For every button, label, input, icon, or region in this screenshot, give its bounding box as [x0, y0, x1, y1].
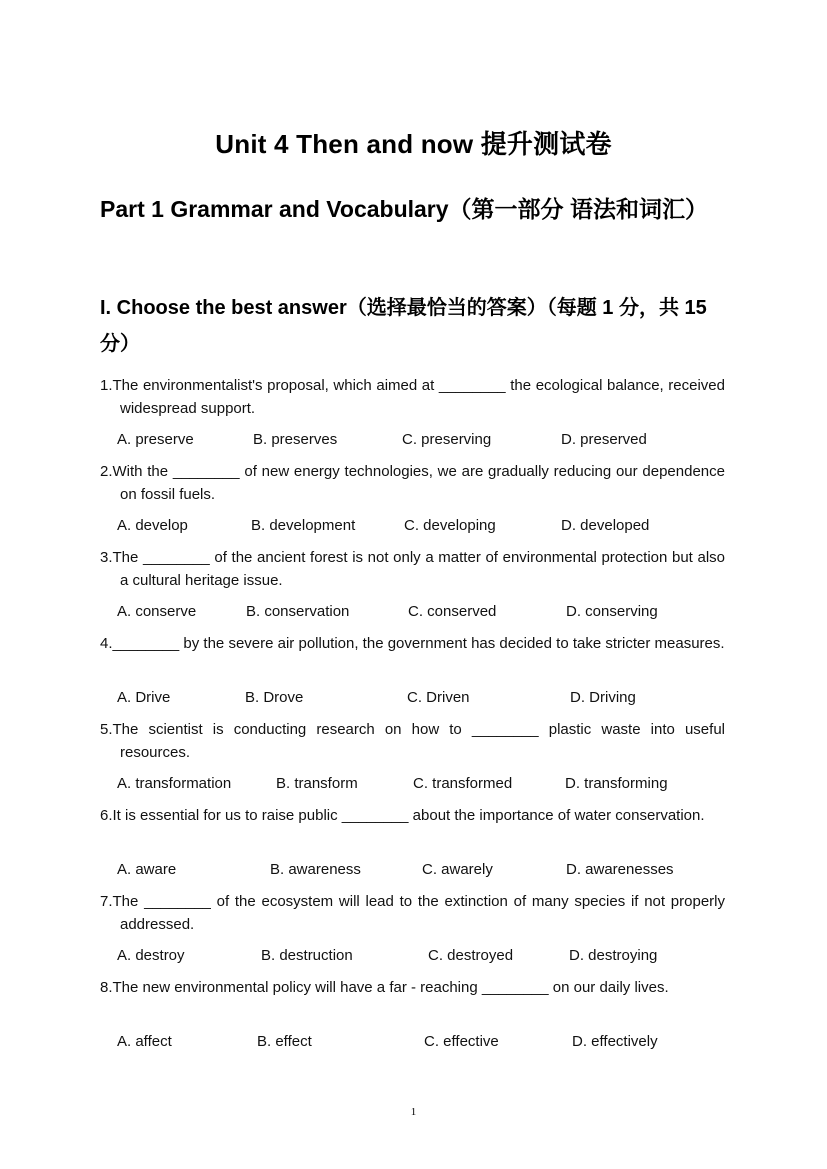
section-heading: I. Choose the best answer（选择最恰当的答案）（每题 1 分，共 15 分） [100, 297, 707, 355]
option-c: C. preserving [402, 431, 492, 448]
option-a: A. develop [117, 517, 188, 534]
question-7 [100, 890, 725, 976]
option-b: B. effect [257, 1033, 312, 1050]
question-stem: 6.It is essential for us to raise public ________ about the importance of water conservation. [100, 807, 705, 824]
option-b: B. awareness [270, 861, 361, 878]
options-row [100, 947, 725, 969]
question-1 [100, 374, 725, 460]
option-d: D. destroying [569, 947, 658, 964]
question-stem: 4.________ by the severe air pollution, the government has decided to take stricter measures. [100, 635, 725, 652]
option-a: A. transformation [117, 775, 232, 792]
option-c: C. effective [424, 1033, 499, 1050]
options-row [100, 861, 725, 883]
question-3 [100, 546, 725, 632]
option-a: A. affect [117, 1033, 172, 1050]
question-list [100, 374, 725, 1056]
option-b: B. Drove [245, 689, 304, 706]
option-a: A. conserve [117, 603, 197, 620]
question-stem: 2.With the ________ of new energy technologies, we are gradually reducing our dependence on fossil fuels. [100, 463, 725, 503]
option-d: D. preserved [561, 431, 647, 448]
option-d: D. developed [561, 517, 650, 534]
option-b: B. development [251, 517, 356, 534]
option-b: B. destruction [261, 947, 353, 964]
options-row [100, 689, 725, 711]
options-row [100, 517, 725, 539]
page-title: Unit 4 Then and now 提升测试卷 [215, 129, 612, 159]
option-d: D. awarenesses [566, 861, 674, 878]
question-5 [100, 718, 725, 804]
question-8 [100, 976, 725, 1056]
option-d: D. transforming [565, 775, 668, 792]
part-heading: Part 1 Grammar and Vocabulary（第一部分 语法和词汇） [100, 196, 708, 222]
option-d: D. effectively [572, 1033, 658, 1050]
option-c: C. destroyed [428, 947, 514, 964]
page-number: 1 [410, 1106, 417, 1118]
options-row [100, 1033, 725, 1055]
option-d: D. Driving [570, 689, 636, 706]
option-a: A. preserve [117, 431, 194, 448]
options-row [100, 775, 725, 797]
question-6 [100, 804, 725, 890]
question-stem: 3.The ________ of the ancient forest is not only a matter of environmental protection but also a cultural heritage issue. [100, 549, 725, 589]
option-c: C. conserved [408, 603, 497, 620]
option-d: D. conserving [566, 603, 658, 620]
option-b: B. preserves [253, 431, 338, 448]
option-c: C. Driven [407, 689, 470, 706]
question-stem: 7.The ________ of the ecosystem will lead to the extinction of many species if not properly addressed. [100, 893, 725, 933]
option-c: C. awarely [422, 861, 493, 878]
option-b: B. transform [276, 775, 358, 792]
options-row [100, 431, 725, 453]
question-stem: 5.The scientist is conducting research on how to ________ plastic waste into useful resources. [100, 721, 725, 761]
question-2 [100, 460, 725, 546]
question-stem: 1.The environmentalist's proposal, which aimed at ________ the ecological balance, received widespread support. [100, 377, 725, 417]
question-4 [100, 632, 725, 718]
option-c: C. transformed [413, 775, 513, 792]
option-a: A. Drive [117, 689, 171, 706]
question-stem: 8.The new environmental policy will have a far - reaching ________ on our daily lives. [100, 979, 669, 996]
option-c: C. developing [404, 517, 496, 534]
options-row [100, 603, 725, 625]
option-a: A. aware [117, 861, 177, 878]
option-b: B. conservation [246, 603, 350, 620]
option-a: A. destroy [117, 947, 185, 964]
